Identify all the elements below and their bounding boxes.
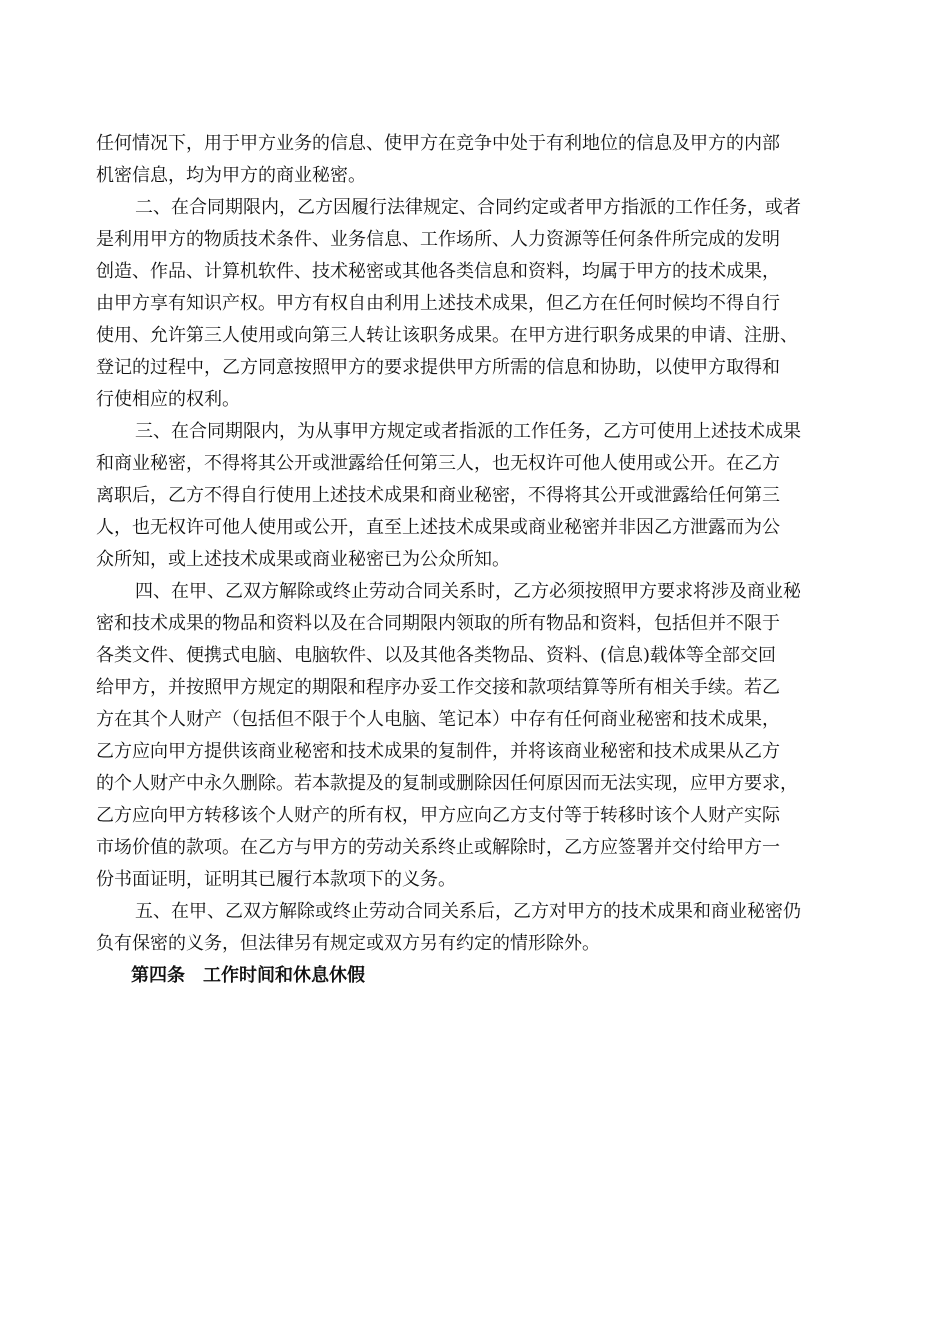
paragraph-line: 登记的过程中，乙方同意按照甲方的要求提供甲方所需的信息和协助，以使甲方取得和 — [96, 357, 780, 378]
paragraph-line: 使用、允许第三人使用或向第三人转让该职务成果。在甲方进行职务成果的申请、注册、 — [96, 325, 798, 346]
paragraph-line: 四、在甲、乙双方解除或终止劳动合同关系时，乙方必须按照甲方要求将涉及商业秘 — [135, 581, 801, 602]
paragraph-line: 离职后，乙方不得自行使用上述技术成果和商业秘密，不得将其公开或泄露给任何第三 — [96, 485, 780, 506]
paragraph-line: 的个人财产中永久删除。若本款提及的复制或删除因任何原因而无法实现，应甲方要求， — [96, 773, 798, 794]
paragraph-line: 三、在合同期限内，为从事甲方规定或者指派的工作任务，乙方可使用上述技术成果 — [135, 421, 801, 442]
paragraph-line: 和商业秘密，不得将其公开或泄露给任何第三人，也无权许可他人使用或公开。在乙方 — [96, 453, 780, 474]
paragraph-line: 负有保密的义务，但法律另有规定或双方另有约定的情形除外。 — [96, 933, 600, 954]
document-body — [96, 128, 838, 992]
section-heading — [96, 960, 838, 992]
paragraph-line: 五、在甲、乙双方解除或终止劳动合同关系后，乙方对甲方的技术成果和商业秘密仍 — [135, 901, 801, 922]
paragraph-line: 二、在合同期限内，乙方因履行法律规定、合同约定或者甲方指派的工作任务，或者 — [135, 197, 801, 218]
article-number: 第四条 — [131, 965, 185, 986]
paragraph-line: 乙方应向甲方转移该个人财产的所有权，甲方应向乙方支付等于转移时该个人财产实际 — [96, 805, 780, 826]
paragraph-line: 市场价值的款项。在乙方与甲方的劳动关系终止或解除时，乙方应签署并交付给甲方一 — [96, 837, 780, 858]
paragraph-line: 各类文件、便携式电脑、电脑软件、以及其他各类物品、资料、(信息)载体等全部交回 — [96, 645, 777, 666]
paragraph-line: 众所知，或上述技术成果或商业秘密已为公众所知。 — [96, 549, 510, 570]
paragraph-line: 乙方应向甲方提供该商业秘密和技术成果的复制件，并将该商业秘密和技术成果从乙方 — [96, 741, 780, 762]
paragraph-line: 创造、作品、计算机软件、技术秘密或其他各类信息和资料，均属于甲方的技术成果， — [96, 261, 780, 282]
paragraph-line: 由甲方享有知识产权。甲方有权自由利用上述技术成果，但乙方在任何时候均不得自行 — [96, 293, 780, 314]
paragraph-line: 人，也无权许可他人使用或公开，直至上述技术成果或商业秘密并非因乙方泄露而为公 — [96, 517, 780, 538]
paragraph-line: 行使相应的权利。 — [96, 389, 240, 410]
paragraph-line: 是利用甲方的物质技术条件、业务信息、工作场所、人力资源等任何条件所完成的发明 — [96, 229, 780, 250]
paragraph-line: 方在其个人财产（包括但不限于个人电脑、笔记本）中存有任何商业秘密和技术成果， — [96, 709, 780, 730]
paragraph-line: 机密信息，均为甲方的商业秘密。 — [96, 165, 366, 186]
paragraph-line: 任何情况下，用于甲方业务的信息、使甲方在竞争中处于有利地位的信息及甲方的内部 — [96, 133, 780, 154]
paragraph-line: 份书面证明，证明其已履行本款项下的义务。 — [96, 869, 456, 890]
paragraph-line: 给甲方，并按照甲方规定的期限和程序办妥工作交接和款项结算等所有相关手续。若乙 — [96, 677, 780, 698]
article-title: 工作时间和休息休假 — [203, 965, 365, 986]
paragraph-line: 密和技术成果的物品和资料以及在合同期限内领取的所有物品和资料，包括但并不限于 — [96, 613, 780, 634]
